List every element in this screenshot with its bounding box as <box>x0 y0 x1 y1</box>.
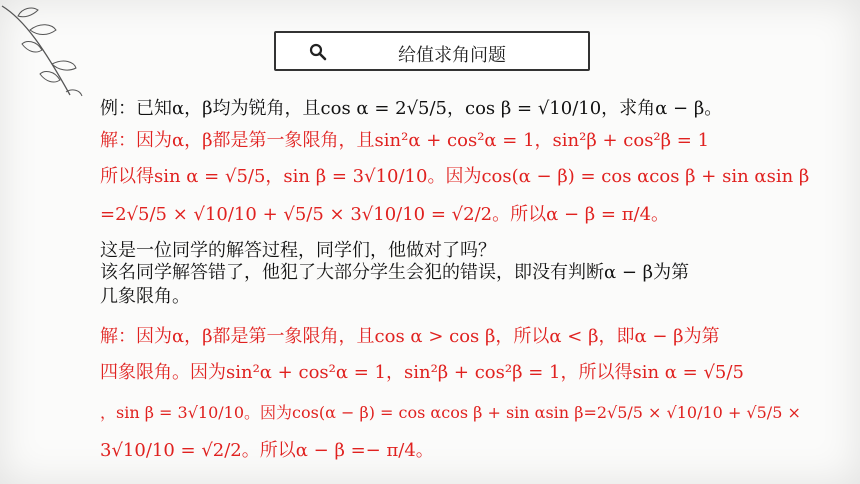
solution2-line-1: 解：因为α，β都是第一象限角，且cos α > cos β，所以α < β，即α − β为第 <box>100 326 720 347</box>
title-box <box>274 31 590 71</box>
remark-line-2: 几象限角。 <box>100 286 190 307</box>
solution1-line-2: 所以得sin α = √5/5，sin β = 3√10/10。因为cos(α − β) = cos αcos β + sin αsin β <box>100 166 810 187</box>
solution1-line-3: =2√5/5 × √10/10 + √5/5 × 3√10/10 = √2/2。所以α − β = π/4。 <box>100 204 670 225</box>
solution2-line-2: 四象限角。因为sin²α + cos²α = 1，sin²β + cos²β = 1，所以得sin α = √5/5 <box>100 362 744 383</box>
branch-decoration <box>0 0 110 120</box>
remark-line-1: 该名同学解答错了，他犯了大部分学生会犯的错误，即没有判断α − β为第 <box>100 262 690 283</box>
solution2-line-4: 3√10/10 = √2/2。所以α − β =− π/4。 <box>100 440 434 461</box>
example-line: 例：已知α，β均为锐角，且cos α = 2√5/5，cos β = √10/10，求角α − β。 <box>100 98 723 119</box>
solution1-line-1: 解：因为α，β都是第一象限角，且sin²α + cos²α = 1，sin²β + cos²β = 1 <box>100 130 710 151</box>
solution2-line-3: ，sin β = 3√10/10。因为cos(α − β) = cos αcos β + sin αsin β=2√5/5 × √10/10 + √5/5 × <box>100 403 801 422</box>
page-title: 给值求角问题 <box>398 45 506 66</box>
question-line: 这是一位同学的解答过程，同学们，他做对了吗？ <box>100 240 496 261</box>
